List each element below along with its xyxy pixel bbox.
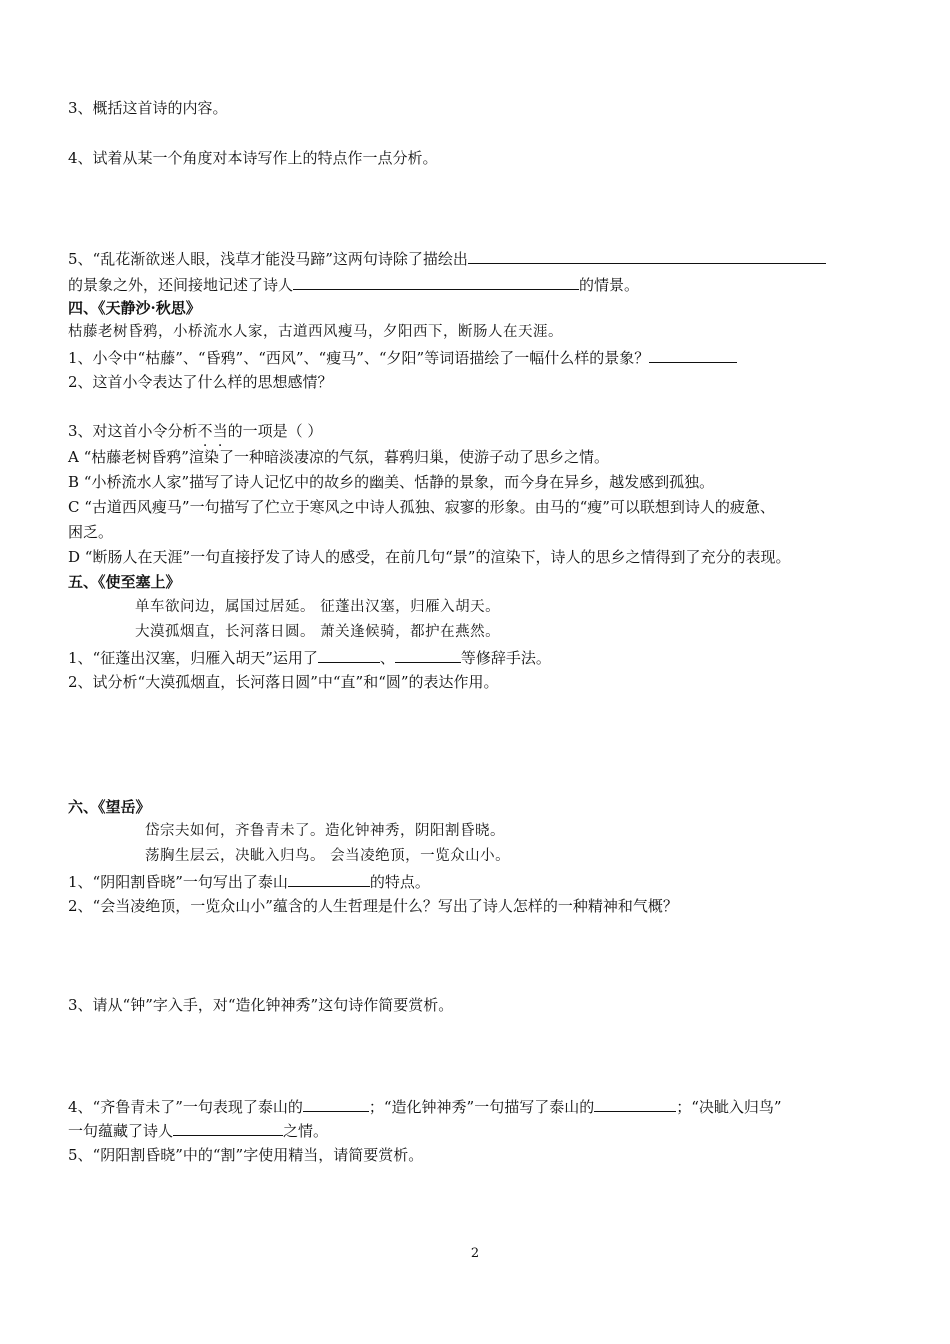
question-6-4-text-d: 一句蕴藏了诗人 [68,1122,174,1140]
question-5-2: 2、试分析“大漠孤烟直，长河落日圆”中“直”和“圆”的表达作用。 [68,673,499,691]
section-4-title: 四、《天静沙·秋思》 [68,299,201,317]
question-6-5: 5、“阴阳割昏晓”中的“割”字使用精当，请简要赏析。 [68,1146,424,1164]
question-5-1-text-c: 等修辞手法。 [460,649,551,667]
page-number: 2 [470,1246,480,1261]
answer-blank[interactable] [395,647,461,663]
question-6-1 [68,871,430,892]
question-4-2: 2、这首小令表达了什么样的思想感情？ [68,373,333,391]
question-5-1-text-b: 、 [379,649,395,667]
section-5-poem-line1: 单车欲问边，属国过居延。 征蓬出汉塞，归雁入胡天。 [135,599,501,615]
question-6-4-text-c: ；“决眦入归鸟” [676,1098,782,1116]
option-c-line1: C “古道西风瘦马”一句描写了伫立于寒风之中诗人孤独、寂寥的形象。由马的“瘦”可以联想到诗人的疲惫、 [68,498,775,516]
section-6-poem-line2: 荡胸生层云，决眦入归鸟。 会当凌绝顶，一览众山小。 [145,848,511,864]
question-4-1-text: 1、小令中“枯藤”、“昏鸦”、“西风”、“瘦马”、“夕阳”等词语描绘了一幅什么样的景象？ [68,349,650,367]
question-3-3: 3、概括这首诗的内容。 [68,99,228,117]
question-5-1-text-a: 1、“征蓬出汉塞，归雁入胡天”运用了 [68,649,318,667]
question-3-5-text-b: 的景象之外，还间接地记述了诗人 [68,276,294,294]
answer-blank[interactable] [649,347,737,363]
question-6-4-text-b: ；“造化钟神秀”一句描写了泰山的 [368,1098,595,1116]
question-3-5-cont [68,274,639,295]
question-6-1-text-a: 1、“阴阳割昏晓”一句写出了泰山 [68,873,288,891]
answer-blank[interactable] [318,647,380,663]
question-3-5 [68,248,826,269]
question-3-5-text: 5、“乱花渐欲迷人眼，浅草才能没马蹄”这两句诗除了描绘出 [68,250,468,268]
section-5-poem-line2: 大漠孤烟直，长河落日圆。 萧关逢候骑，都护在燕然。 [135,624,501,640]
answer-blank[interactable] [594,1096,676,1112]
question-4-3 [68,421,322,441]
question-5-1 [68,647,551,668]
answer-blank[interactable] [468,248,826,264]
section-6-poem-line1: 岱宗夫如何，齐鲁青未了。造化钟神秀，阴阳割昏晓。 [145,823,505,839]
section-4-poem: 枯藤老树昏鸦，小桥流水人家，古道西风瘦马，夕阳西下，断肠人在天涯。 [68,324,563,340]
question-6-3: 3、请从“钟”字入手，对“造化钟神秀”这句诗作简要赏析。 [68,996,454,1014]
option-a: A “枯藤老树昏鸦”渲染了一种暗淡凄凉的气氛，暮鸦归巢，使游子动了思乡之情。 [68,448,609,466]
question-4-3-text-d: 的一项是（ ） [227,422,323,440]
emphasis-char-dang: 当 [212,422,228,440]
question-6-2: 2、“会当凌绝顶，一览众山小”蕴含的人生哲理是什么？写出了诗人怎样的一种精神和气概？ [68,897,678,915]
question-6-4-text-e: 之情。 [283,1122,329,1140]
question-6-1-text-b: 的特点。 [369,873,430,891]
question-4-1 [68,347,737,368]
answer-blank[interactable] [293,274,579,290]
answer-blank[interactable] [288,871,370,887]
question-6-4-text-a: 4、“齐鲁青未了”一句表现了泰山的 [68,1098,303,1116]
emphasis-char-bu: 不 [197,422,213,440]
answer-blank[interactable] [303,1096,369,1112]
answer-blank[interactable] [173,1120,283,1136]
question-3-5-text-c: 的情景。 [579,276,640,294]
question-3-4: 4、试着从某一个角度对本诗写作上的特点作一点分析。 [68,149,438,167]
option-b: B “小桥流水人家”描写了诗人记忆中的故乡的幽美、恬静的景象，而今身在异乡，越发感到孤独。 [68,473,715,491]
option-c-line2: 困乏。 [68,523,114,541]
question-4-3-text-a: 3、对这首小令分析 [68,422,198,440]
option-d: D “断肠人在天涯”一句直接抒发了诗人的感受，在前几句“景”的渲染下，诗人的思乡之情得到了充分的表现。 [68,548,791,566]
question-6-4-cont [68,1120,328,1141]
question-6-4 [68,1096,782,1117]
section-6-title: 六、《望岳》 [68,798,151,816]
section-5-title: 五、《使至塞上》 [68,573,181,591]
